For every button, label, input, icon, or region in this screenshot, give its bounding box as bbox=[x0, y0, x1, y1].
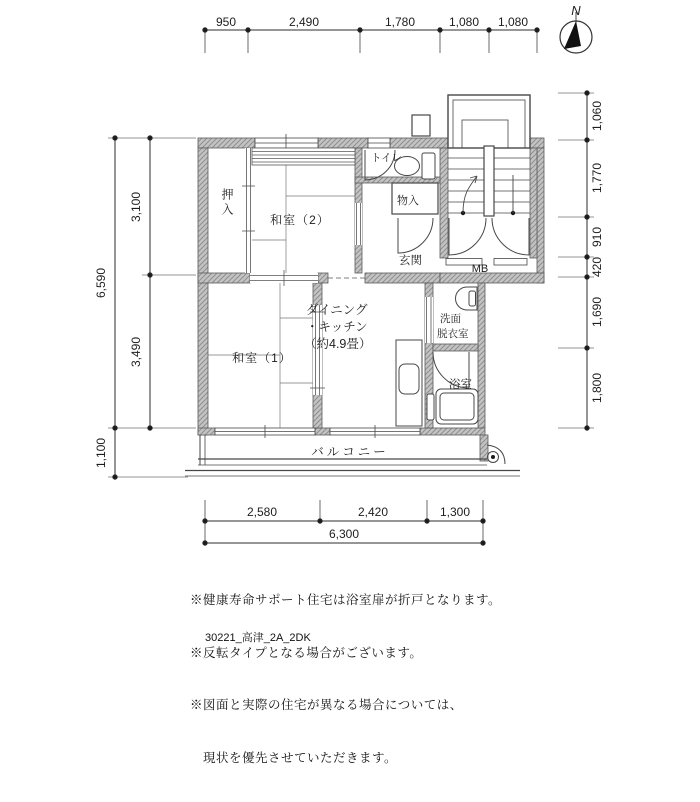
wall-middle-pillar bbox=[318, 273, 328, 283]
dim-label: 420 bbox=[590, 256, 604, 278]
wall-right-outer bbox=[537, 148, 544, 283]
north-label: N bbox=[571, 3, 581, 18]
dimension-top bbox=[203, 15, 539, 53]
plan-notes bbox=[190, 557, 501, 802]
dim-label: 1,080 bbox=[497, 15, 529, 29]
dimension-bottom bbox=[203, 500, 485, 545]
north-compass bbox=[560, 3, 592, 53]
wall-bottom bbox=[420, 428, 485, 435]
pillar-square bbox=[412, 115, 430, 136]
room-label-dk-2: ・キッチン bbox=[306, 320, 368, 334]
wall-left-outer bbox=[198, 148, 208, 435]
door-genkan bbox=[398, 218, 433, 253]
kitchen-counter bbox=[396, 340, 422, 426]
dim-label: 2,420 bbox=[357, 505, 389, 519]
dim-label: 1,300 bbox=[439, 505, 471, 519]
window-balcony-dk bbox=[330, 425, 420, 438]
door-dk-senmen bbox=[425, 297, 433, 343]
window-top-toilet bbox=[368, 138, 390, 148]
room-label-dk-1: ダイニング bbox=[306, 303, 368, 317]
wall-middle bbox=[365, 273, 440, 283]
wall-stair-right bbox=[530, 148, 537, 258]
wall-stair-left bbox=[440, 148, 448, 258]
wall-middle bbox=[440, 273, 544, 283]
washbasin-fixture bbox=[456, 287, 478, 310]
wall-middle bbox=[198, 273, 250, 283]
room-label-balcony: バルコニー bbox=[311, 445, 389, 459]
closet-strip-washitsu2 bbox=[252, 148, 355, 165]
room-label-washitsu2: 和室（2） bbox=[270, 213, 330, 227]
note-line: ※図面と実際の住宅が異なる場合については、 bbox=[190, 698, 463, 712]
compass-needle bbox=[564, 21, 581, 49]
room-label-dk-3: （約4.9畳） bbox=[304, 337, 372, 351]
window-balcony-washitsu1 bbox=[215, 425, 315, 438]
wall-bottom bbox=[198, 428, 215, 435]
room-label-bath: 浴室 bbox=[449, 379, 472, 391]
note-line: 現状を優先させていただきます。 bbox=[190, 750, 398, 765]
plan-footer-code: 30221_高津_2A_2DK bbox=[205, 632, 311, 644]
room-label-monoire: 物入 bbox=[397, 195, 419, 207]
room-label-mb: MB bbox=[471, 263, 489, 275]
wall-segment bbox=[198, 138, 255, 148]
room-label-genkan: 玄関 bbox=[399, 255, 422, 267]
stair-landing-outer bbox=[448, 95, 530, 148]
dim-label: 1,770 bbox=[590, 162, 604, 194]
wall-segment bbox=[318, 138, 368, 148]
wall-senmen-bath bbox=[433, 344, 478, 351]
wall-segment bbox=[530, 138, 544, 148]
room-label-washitsu1: 和室（1） bbox=[232, 351, 292, 365]
note-line: ※健康寿命サポート住宅は浴室扉が折戸となります。 bbox=[190, 593, 502, 607]
dim-label: 1,800 bbox=[590, 372, 604, 404]
fusuma-middle bbox=[250, 270, 318, 286]
stair-landing-inner bbox=[462, 120, 508, 148]
dim-label: 1,100 bbox=[94, 437, 108, 469]
fusuma-oshiire bbox=[242, 148, 255, 273]
wall-balcony-right bbox=[480, 435, 488, 461]
stair-center-rail bbox=[484, 146, 494, 216]
note-line: ※反転タイプとなる場合がございます。 bbox=[190, 645, 423, 660]
stair-landing-mid bbox=[453, 100, 525, 148]
wall-segment bbox=[390, 138, 448, 148]
dimension-right bbox=[558, 91, 604, 430]
dim-label: 2,490 bbox=[288, 15, 320, 29]
dim-label: 6,590 bbox=[94, 267, 108, 299]
fusuma-hall bbox=[355, 203, 362, 245]
room-label-senmen-2: 脱衣室 bbox=[437, 328, 469, 340]
door-stair-right bbox=[492, 218, 529, 255]
room-label-toilet: トイレ bbox=[371, 152, 402, 164]
room-label-senmen-1: 洗面 bbox=[440, 313, 461, 325]
wall-right-lower bbox=[478, 283, 485, 428]
dim-label: 2,580 bbox=[246, 505, 278, 519]
dim-label: 1,060 bbox=[590, 100, 604, 132]
bathtub bbox=[427, 389, 478, 424]
dim-label: 1,080 bbox=[448, 15, 480, 29]
dimension-left bbox=[94, 136, 196, 479]
room-label-oshiire: 押入 bbox=[220, 188, 234, 218]
dim-label: 1,690 bbox=[590, 296, 604, 328]
kitchen-sink bbox=[399, 364, 419, 394]
wall-bottom bbox=[315, 428, 330, 435]
dim-label: 1,780 bbox=[384, 15, 416, 29]
dim-label: 3,100 bbox=[129, 191, 143, 223]
dim-label: 6,300 bbox=[328, 527, 360, 541]
dim-label: 3,490 bbox=[129, 336, 143, 368]
dim-label: 910 bbox=[590, 226, 604, 248]
door-stair-left bbox=[449, 218, 486, 255]
dim-label: 950 bbox=[215, 15, 237, 29]
